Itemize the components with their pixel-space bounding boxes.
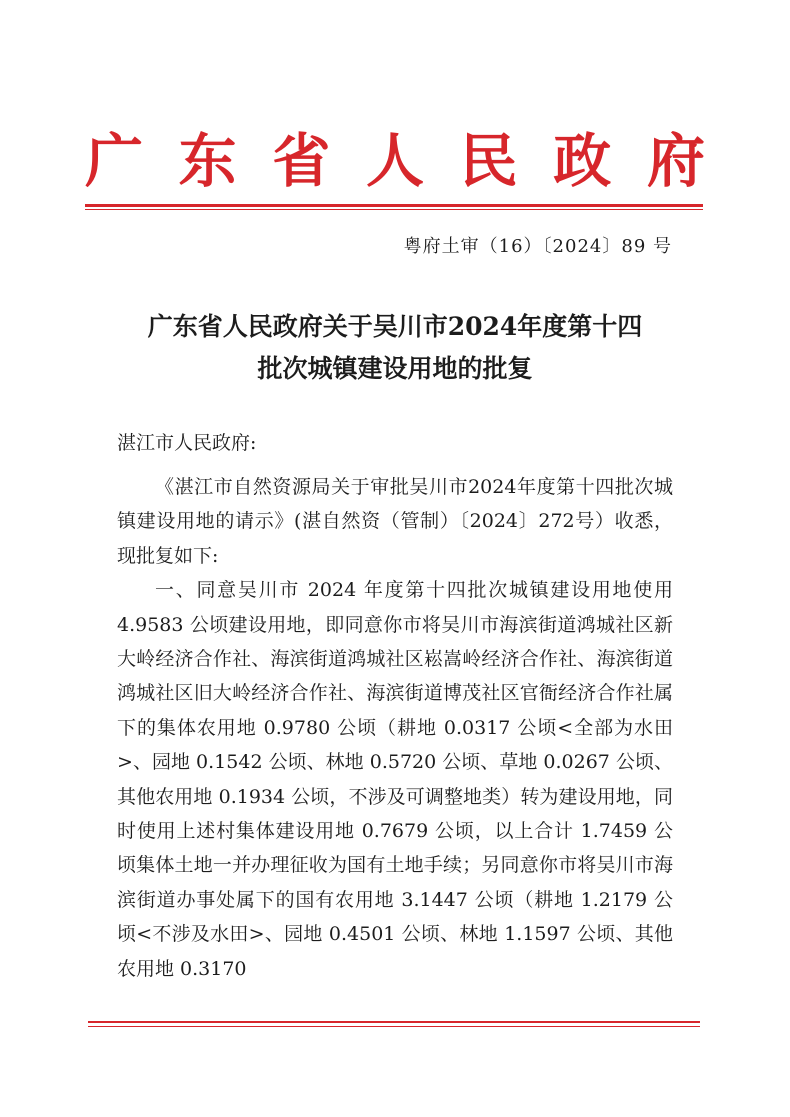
header-char: 省 [272, 127, 331, 195]
document-title [85, 306, 705, 390]
document-number: 粤府土审（16）〔2024〕89 号 [403, 236, 672, 257]
document-title-line-2: 批次城镇建设用地的批复 [257, 354, 533, 383]
issuing-authority-header [85, 118, 705, 194]
body-paragraph: 一、同意吴川市 2024 年度第十四批次城镇建设用地使用 4.9583 公顷建设用地，即同意你市将吴川市海滨街道鸿城社区新大岭经济合作社、海滨街道鸿城社区崧嵩岭经济合作社、海滨街道鸿城社区旧大岭经济合作社、海滨街道博茂社区官衙经济合作社属下的集体农用地 0.9780 公顷（耕地 0.0317 公顷<全部为水田>、园地 0.1542 公顷、林地 0.5720 公顷、草地 0.0267 公顷、其他农用地 0.1934 公顷，不涉及可调整地类）转为建设用地，同时使用上述村集体建设用地 0.7679 公顷，以上合计 1.7459 公顷集体土地一并办理征收为国有土地手续；另同意你市将吴川市海滨街道办事处属下的国有农用地 3.1447 公顷（耕地 1.2179 公顷<不涉及水田>、园地 0.4501 公顷、林地 1.1597 公顷、其他农用地 0.3170 [117, 579, 673, 980]
addressee: 湛江市人民政府: [117, 432, 257, 454]
header-char: 人 [365, 127, 424, 195]
body-paragraph: 《湛江市自然资源局关于审批吴川市2024年度第十四批次城镇建设用地的请示》(湛自然资（管制）〔2024〕272号）收悉，现批复如下: [117, 476, 673, 567]
header-char: 广 [85, 127, 144, 195]
header-char: 政 [553, 127, 612, 195]
header-red-rule-thin [85, 209, 703, 210]
document-body [117, 470, 673, 986]
footer-red-rule-thin [88, 1026, 700, 1027]
document-title-line-1: 广东省人民政府关于吴川市2024年度第十四 [147, 312, 643, 341]
header-char: 东 [178, 127, 237, 195]
header-char: 民 [459, 127, 518, 195]
header-char: 府 [646, 127, 705, 195]
header-red-rule [85, 204, 703, 207]
footer-red-rule [88, 1021, 700, 1023]
